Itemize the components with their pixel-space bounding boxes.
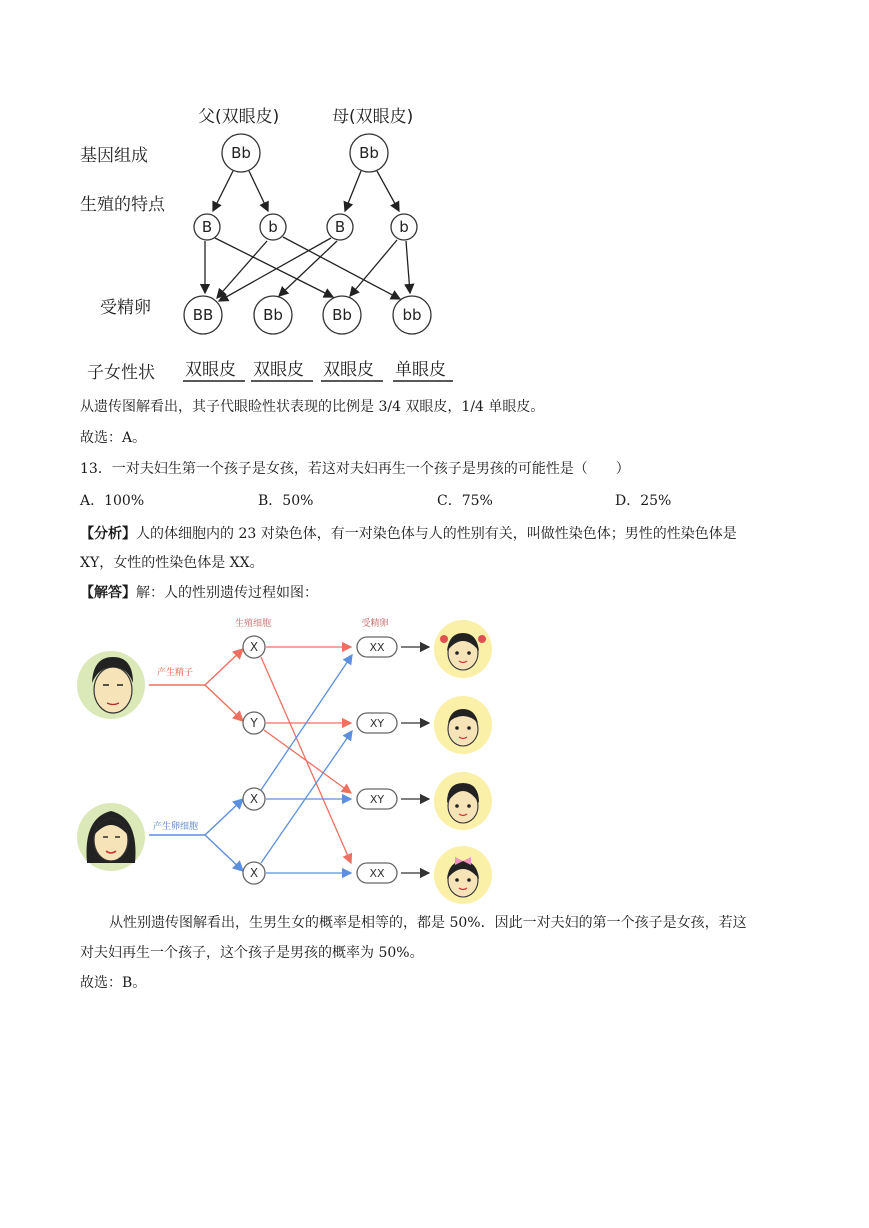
sex-inheritance-diagram — [75, 613, 505, 908]
row-label-genotype: 基因组成 — [80, 146, 148, 166]
father-genotype: Bb — [231, 144, 251, 162]
gamete-egg-x-2: X — [249, 866, 259, 880]
child-boy-2 — [434, 772, 492, 830]
gamete-4: b — [399, 218, 409, 236]
gamete-1: B — [201, 218, 213, 236]
explain-line-2: 对夫妇再生一个孩子，这个孩子是男孩的概率为 50%。 — [80, 945, 424, 961]
analysis-tag: 【分析】 — [80, 526, 136, 542]
gamete-3: B — [334, 218, 346, 236]
trait-4: 单眼皮 — [395, 360, 446, 380]
zygote-xx-1: XX — [369, 641, 385, 654]
col-label-zygote: 受精卵 — [361, 619, 389, 629]
zygote-xy-2: XY — [369, 793, 385, 806]
trait-3: 双眼皮 — [323, 360, 374, 380]
zygote-4: bb — [402, 306, 422, 324]
child-girl-2 — [434, 846, 492, 904]
child-girl-1 — [434, 620, 492, 678]
mother-genotype: Bb — [359, 144, 379, 162]
gamete-sperm-y: Y — [250, 716, 258, 730]
row-label-trait: 子女性状 — [87, 363, 155, 383]
question-13: 13．一对夫妇生第一个孩子是女孩，若这对夫妇再生一个孩子是男孩的可能性是（ ） — [80, 461, 630, 477]
explain-line-1: 从性别遗传图解看出，生男生女的概率是相等的，都是 50%．因此一对夫妇的第一个孩子是女孩，若这 — [109, 915, 747, 931]
child-boy-1 — [434, 696, 492, 754]
option-b[interactable]: B．50% — [258, 493, 314, 509]
conclusion-text: 从遗传图解看出，其子代眼睑性状表现的比例是 3/4 双眼皮，1/4 单眼皮。 — [80, 399, 545, 415]
eyelid-inheritance-diagram — [75, 95, 465, 390]
option-d[interactable]: D．25% — [615, 493, 672, 509]
zygote-1: BB — [192, 306, 214, 324]
zygote-xx-2: XX — [369, 867, 385, 880]
answer-intro: 解：人的性别遗传过程如图： — [136, 585, 318, 601]
father-produces-label: 产生精子 — [157, 668, 194, 678]
row-label-zygote: 受精卵 — [100, 298, 151, 318]
gamete-sperm-x: X — [249, 640, 259, 654]
zygote-2: Bb — [263, 306, 283, 324]
trait-1: 双眼皮 — [185, 360, 236, 380]
mother-portrait — [77, 803, 145, 871]
option-a[interactable]: A．100% — [80, 493, 145, 509]
father-portrait — [77, 651, 145, 719]
father-label: 父(双眼皮) — [198, 107, 280, 127]
row-label-reproduction: 生殖的特点 — [80, 195, 165, 215]
mother-produces-label: 产生卵细胞 — [153, 822, 199, 832]
zygote-3: Bb — [332, 306, 352, 324]
gamete-egg-x-1: X — [249, 792, 259, 806]
answer-12: 故选：A。 — [80, 430, 147, 446]
analysis-line-2: XY，女性的性染色体是 XX。 — [80, 555, 264, 571]
analysis-text-1: 人的体细胞内的 23 对染色体，有一对染色体与人的性别有关，叫做性染色体；男性的性染色体是 — [136, 526, 737, 542]
answer-13: 故选：B。 — [80, 975, 147, 991]
zygote-xy-1: XY — [369, 717, 385, 730]
trait-2: 双眼皮 — [253, 360, 304, 380]
option-c[interactable]: C．75% — [437, 493, 493, 509]
answer-tag: 【解答】 — [80, 585, 136, 601]
answer-line — [80, 583, 318, 603]
col-label-cells: 生殖细胞 — [234, 619, 272, 629]
analysis-line-1 — [80, 524, 737, 544]
gamete-2: b — [268, 218, 278, 236]
mother-label: 母(双眼皮) — [332, 107, 414, 127]
